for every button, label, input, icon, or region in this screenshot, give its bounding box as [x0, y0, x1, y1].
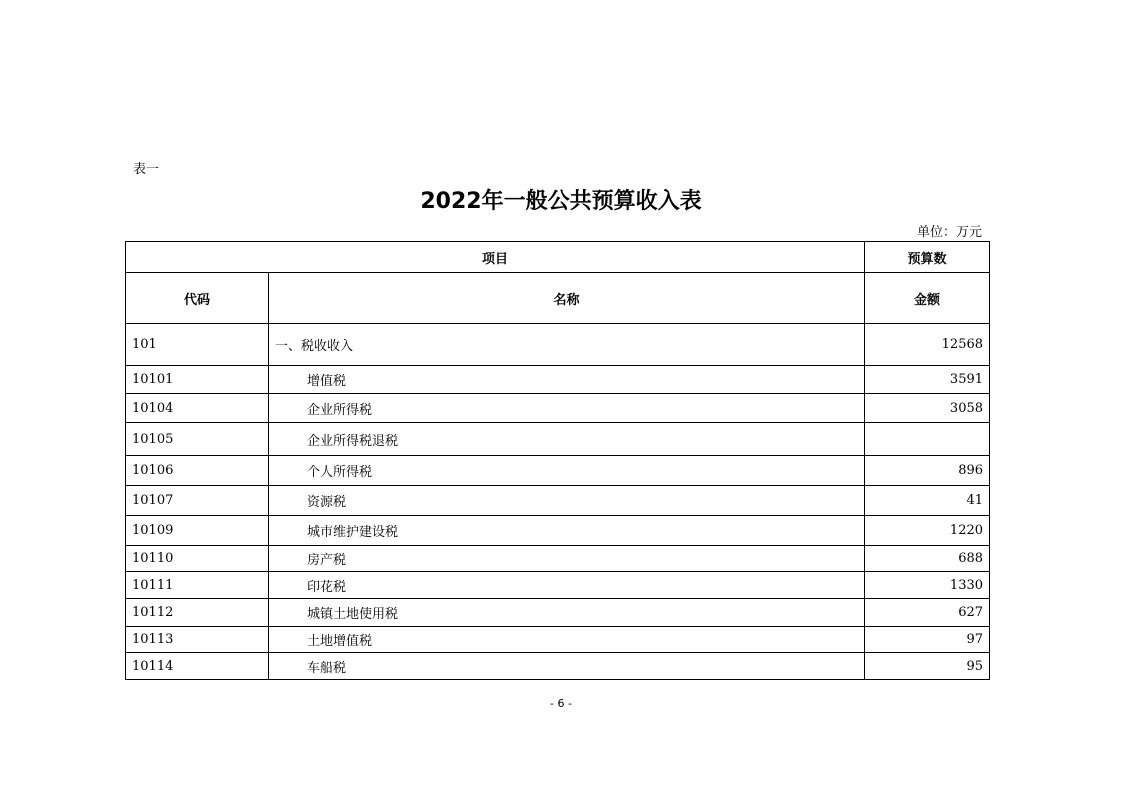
row-amount: 896 [865, 456, 990, 486]
row-amount: 3591 [865, 366, 990, 394]
table-row [126, 324, 990, 366]
table-row [126, 516, 990, 546]
table-row [126, 394, 990, 423]
table-row [126, 627, 990, 653]
row-code: 10101 [126, 366, 269, 394]
row-name: 车船税 [269, 653, 865, 680]
table-row [126, 456, 990, 486]
row-name: 个人所得税 [269, 456, 865, 486]
header-budget: 预算数 [865, 242, 990, 273]
budget-table [125, 241, 990, 680]
row-code: 10113 [126, 627, 269, 653]
table-row [126, 572, 990, 599]
table-row [126, 486, 990, 516]
row-name: 城市维护建设税 [269, 516, 865, 546]
header-project: 项目 [126, 242, 865, 273]
row-amount: 97 [865, 627, 990, 653]
page-title: 2022年一般公共预算收入表 [420, 189, 702, 214]
row-name: 印花税 [269, 572, 865, 599]
row-amount [865, 423, 990, 456]
row-amount: 627 [865, 599, 990, 627]
row-amount: 3058 [865, 394, 990, 423]
table-row [126, 423, 990, 456]
header-amount: 金额 [865, 273, 990, 324]
header-row-group [126, 242, 990, 273]
header-name: 名称 [269, 273, 865, 324]
row-code: 10114 [126, 653, 269, 680]
page-number: - 6 - [550, 697, 572, 710]
row-code: 10106 [126, 456, 269, 486]
row-code: 10105 [126, 423, 269, 456]
row-amount: 1330 [865, 572, 990, 599]
row-amount: 12568 [865, 324, 990, 366]
row-code: 101 [126, 324, 269, 366]
row-name: 房产税 [269, 546, 865, 572]
row-name: 企业所得税 [269, 394, 865, 423]
table-row [126, 366, 990, 394]
table-label: 表一 [133, 162, 160, 177]
header-row-columns [126, 273, 990, 324]
row-amount: 41 [865, 486, 990, 516]
row-name: 企业所得税退税 [269, 423, 865, 456]
row-name: 一、税收收入 [269, 324, 865, 366]
table-row [126, 546, 990, 572]
row-code: 10110 [126, 546, 269, 572]
table-row [126, 599, 990, 627]
row-code: 10104 [126, 394, 269, 423]
row-name: 城镇土地使用税 [269, 599, 865, 627]
table-row [126, 653, 990, 680]
row-name: 土地增值税 [269, 627, 865, 653]
unit-label: 单位：万元 [916, 225, 982, 240]
row-code: 10112 [126, 599, 269, 627]
row-amount: 1220 [865, 516, 990, 546]
row-code: 10111 [126, 572, 269, 599]
header-code: 代码 [126, 273, 269, 324]
row-amount: 95 [865, 653, 990, 680]
row-name: 资源税 [269, 486, 865, 516]
row-code: 10109 [126, 516, 269, 546]
row-name: 增值税 [269, 366, 865, 394]
row-amount: 688 [865, 546, 990, 572]
row-code: 10107 [126, 486, 269, 516]
